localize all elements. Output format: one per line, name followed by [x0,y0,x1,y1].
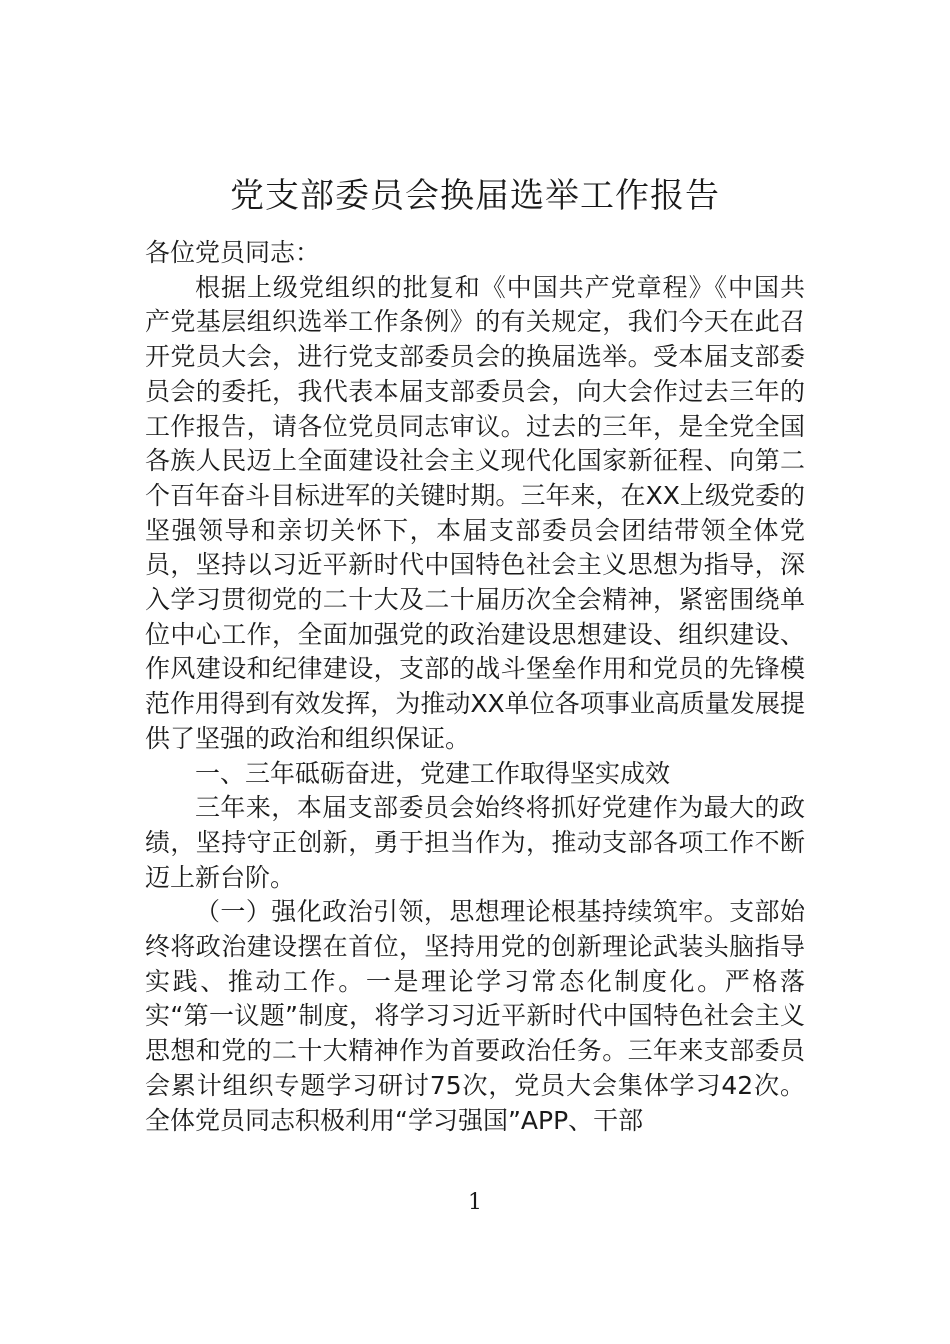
document-body [145,236,805,1138]
intro-paragraph: 根据上级党组织的批复和《中国共产党章程》《中国共产党基层组织选举工作条例》的有关规定，我们今天在此召开党员大会，进行党支部委员会的换届选举。受本届支部委员会的委托，我代表本届支部委员会，向大会作过去三年的工作报告，请各位党员同志审议。过去的三年，是全党全国各族人民迈上全面建设社会主义现代化国家新征程、向第二个百年奋斗目标进军的关键时期。三年来，在XX上级党委的坚强领导和亲切关怀下，本届支部委员会团结带领全体党员，坚持以习近平新时代中国特色社会主义思想为指导，深入学习贯彻党的二十大及二十届历次全会精神，紧密围绕单位中心工作，全面加强党的政治建设思想建设、组织建设、作风建设和纪律建设，支部的战斗堡垒作用和党员的先锋模范作用得到有效发挥，为推动XX单位各项事业高质量发展提供了坚强的政治和组织保证。 [145,272,805,753]
salutation: 各位党员同志： [145,238,321,267]
subsection-paragraph: （一）强化政治引领，思想理论根基持续筑牢。支部始终将政治建设摆在首位，坚持用党的创新理论武装头脑指导实践、推动工作。一是理论学习常态化制度化。严格落实“第一议题”制度，将学习习近平新时代中国特色社会主义思想和党的二十大精神作为首要政治任务。三年来支部委员会累计组织专题学习研讨75次，党员大会集体学习42次。全体党员同志积极利用“学习强国”APP、干部 [145,897,805,1135]
page-title: 党支部委员会换届选举工作报告 [230,176,720,216]
section-heading: 一、三年砥砺奋进，党建工作取得坚实成效 [195,758,671,788]
section-paragraph: 三年来，本届支部委员会始终将抓好党建作为最大的政绩，坚持守正创新，勇于担当作为，推动支部各项工作不断迈上新台阶。 [145,793,805,892]
page-number: 1 [468,1190,482,1215]
